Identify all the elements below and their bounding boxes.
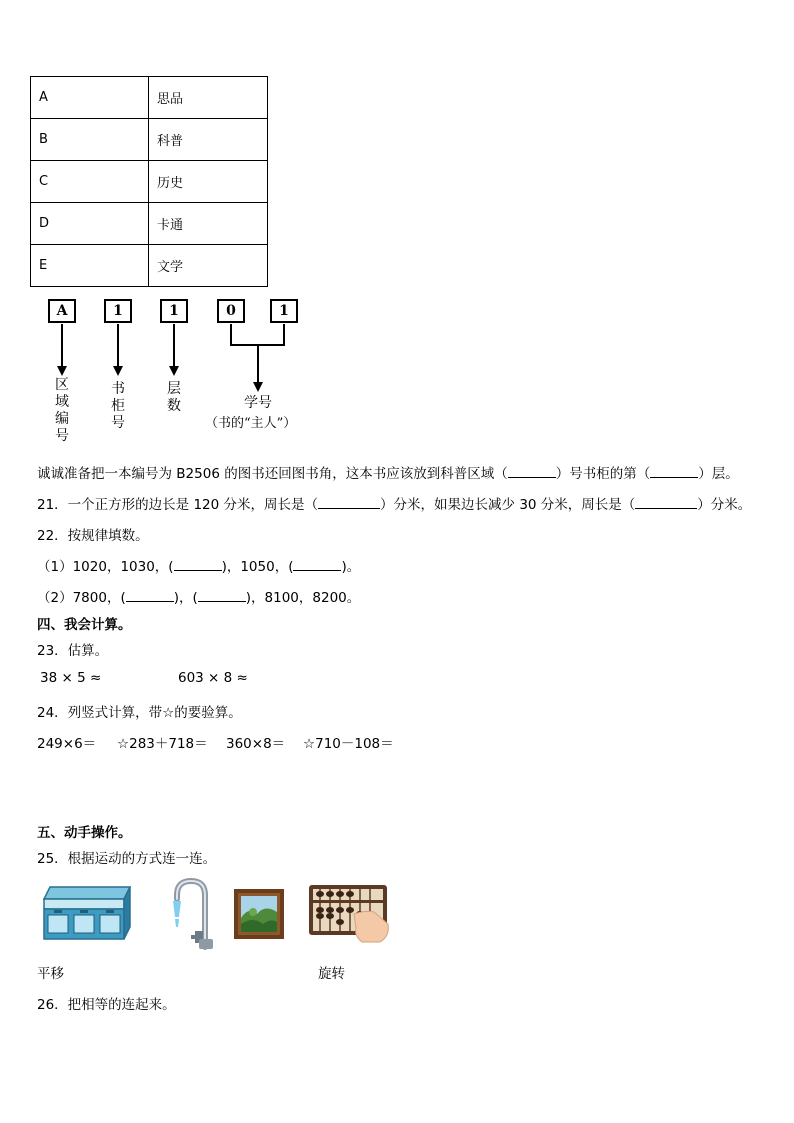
calc-expression-3: 360×8＝ <box>226 736 286 752</box>
question-22-part2: （2）7800，( )，( )，8100，8200。 <box>37 590 361 606</box>
zone-code: A <box>31 77 149 119</box>
answer-blank[interactable] <box>198 589 246 602</box>
label-student-id: 学号 <box>244 395 272 411</box>
cabinet-drawers-icon <box>42 885 132 941</box>
code-box-student-2: 1 <box>270 299 298 323</box>
label-owner: （书的“主人”） <box>205 416 297 431</box>
question-23-title: 23．估算。 <box>37 643 109 659</box>
question-25-title: 25．根据运动的方式连一连。 <box>37 851 217 867</box>
question-21: 21．一个正方形的边长是 120 分米，周长是（ ）分米，如果边长减少 30 分米，周长是（ ）分米。 <box>37 497 752 513</box>
section-heading-4: 四、我会计算。 <box>37 617 132 633</box>
zone-category: 思品 <box>149 77 268 119</box>
zone-category: 科普 <box>149 119 268 161</box>
bracket-student <box>231 324 284 345</box>
question-26-title: 26．把相等的连起来。 <box>37 997 176 1013</box>
zone-category: 卡通 <box>149 203 268 245</box>
label-rotation: 旋转 <box>318 966 345 982</box>
code-box-student-1: 0 <box>217 299 245 323</box>
code-box-layer: 1 <box>160 299 188 323</box>
question-22-title: 22．按规律填数。 <box>37 528 149 544</box>
calc-expression-4: ☆710－108＝ <box>303 736 394 752</box>
answer-blank[interactable] <box>174 558 222 571</box>
answer-blank[interactable] <box>126 589 174 602</box>
abacus-hand-icon <box>308 884 392 944</box>
label-layer: 层 数 <box>167 381 181 414</box>
answer-blank[interactable] <box>318 496 380 509</box>
zone-category: 历史 <box>149 161 268 203</box>
zone-code: C <box>31 161 149 203</box>
code-box-zone: A <box>48 299 76 323</box>
calc-expression-1: 249×6＝ <box>37 736 97 752</box>
answer-blank[interactable] <box>650 465 698 478</box>
question-22-part1: （1）1020，1030，( )，1050，( )。 <box>37 559 361 575</box>
answer-blank[interactable] <box>293 558 341 571</box>
zone-category: 文学 <box>149 245 268 287</box>
code-box-cabinet: 1 <box>104 299 132 323</box>
label-cabinet: 书 柜 号 <box>111 381 125 431</box>
estimate-expression-2: 603 × 8 ≈ <box>178 670 248 686</box>
estimate-expression-1: 38 × 5 ≈ <box>40 670 102 686</box>
zone-code: D <box>31 203 149 245</box>
faucet-icon <box>165 877 215 951</box>
zone-code: B <box>31 119 149 161</box>
question-20: 诚诚准备把一本编号为 B2506 的图书还回图书角，这本书应该放到科普区域（ ）号书柜的第（ ）层。 <box>37 466 739 482</box>
label-zone: 区 域 编 号 <box>55 377 69 444</box>
zone-code: E <box>31 245 149 287</box>
calc-expression-2: ☆283＋718＝ <box>117 736 208 752</box>
question-24-title: 24．列竖式计算，带☆的要验算。 <box>37 705 242 721</box>
section-heading-5: 五、动手操作。 <box>37 825 132 841</box>
label-translation: 平移 <box>37 966 64 982</box>
picture-frame-icon <box>233 888 285 940</box>
answer-blank[interactable] <box>508 465 556 478</box>
answer-blank[interactable] <box>635 496 697 509</box>
